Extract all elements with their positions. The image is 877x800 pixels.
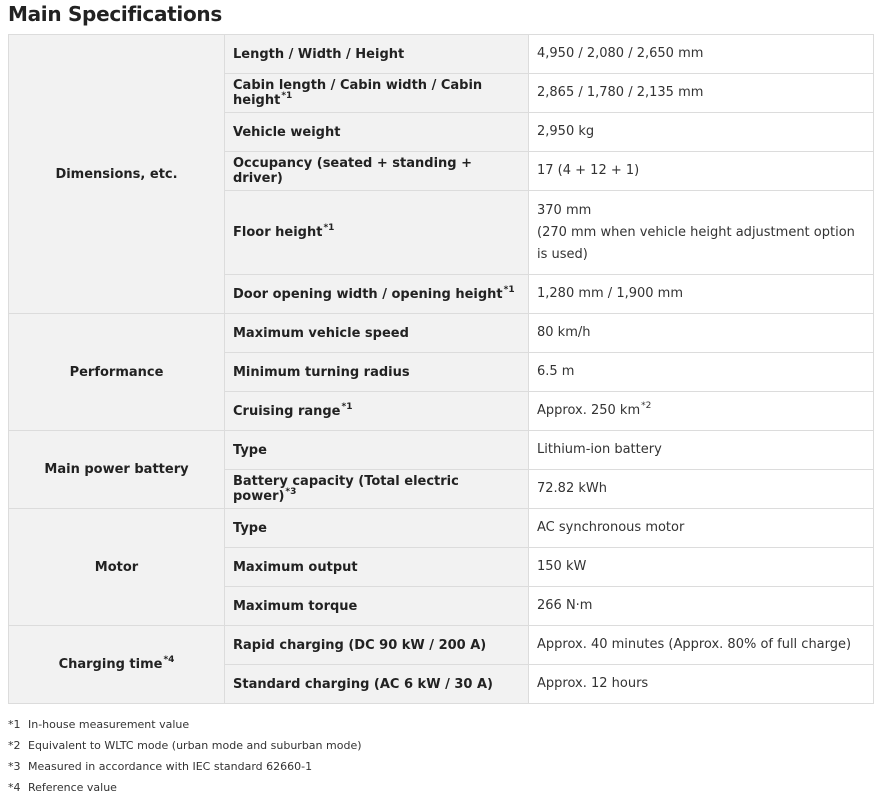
spec-label: Battery capacity (Total electric power)$^{*3}$ [225, 470, 529, 509]
footnote-ref: *1 [503, 284, 515, 295]
spec-value: 150 kW [529, 548, 874, 587]
spec-value: 2,950 kg [529, 113, 874, 152]
spec-label: Cabin length / Cabin width / Cabin height$^{*1}$ [225, 74, 529, 113]
spec-label: Maximum vehicle speed [225, 314, 529, 353]
page-title: Main Specifications [8, 2, 222, 26]
spec-label: Door opening width / opening height$^{*1}$ [225, 275, 529, 314]
spec-label: Maximum output [225, 548, 529, 587]
spec-value: Approx. 40 minutes (Approx. 80% of full charge) [529, 626, 874, 665]
spec-label: Vehicle weight [225, 113, 529, 152]
spec-value: AC synchronous motor [529, 509, 874, 548]
footnote-ref: *2 [641, 401, 652, 411]
footnote-ref: *1 [341, 401, 353, 412]
category-cell: Charging time$^{*4}$ [9, 626, 225, 704]
spec-label: Occupancy (seated + standing + driver) [225, 152, 529, 191]
spec-label: Floor height$^{*1}$ [225, 191, 529, 275]
spec-value: 4,950 / 2,080 / 2,650 mm [529, 35, 874, 74]
category-cell: Motor [9, 509, 225, 626]
spec-label: Standard charging (AC 6 kW / 30 A) [225, 665, 529, 704]
spec-value: 266 N·m [529, 587, 874, 626]
table-row [9, 314, 874, 353]
category-cell: Performance [9, 314, 225, 431]
spec-value: 370 mm (270 mm when vehicle height adjustment option is used) [529, 191, 874, 275]
spec-label: Rapid charging (DC 90 kW / 200 A) [225, 626, 529, 665]
category-cell: Dimensions, etc. [9, 35, 225, 314]
table-row [9, 35, 874, 74]
footnote-ref: *1 [281, 91, 293, 101]
table-row [9, 431, 874, 470]
spec-label: Type [225, 431, 529, 470]
footnote-ref: *1 [323, 223, 335, 233]
footnote-ref: *4 [163, 655, 175, 665]
footnote-item: *2 Equivalent to WLTC mode (urban mode and suburban mode) [8, 739, 362, 752]
footnote-item: *1 In-house measurement value [8, 718, 190, 731]
spec-label: Cruising range$^{*1}$ [225, 392, 529, 431]
table-row [9, 509, 874, 548]
spec-value: 2,865 / 1,780 / 2,135 mm [529, 74, 874, 113]
spec-value: Approx. 250 $km^{*2}$ [529, 392, 874, 431]
spec-label: Length / Width / Height [225, 35, 529, 74]
spec-value: 72.82 kWh [529, 470, 874, 509]
spec-value: 6.5 m [529, 353, 874, 392]
category-cell: Main power battery [9, 431, 225, 509]
footnote-ref: *3 [285, 487, 297, 497]
spec-value: Approx. 12 hours [529, 665, 874, 704]
spec-value: 17 (4 + 12 + 1) [529, 152, 874, 191]
spec-label: Minimum turning radius [225, 353, 529, 392]
spec-value: 1,280 mm / 1,900 mm [529, 275, 874, 314]
footnotes [8, 716, 362, 800]
spec-value: Lithium-ion battery [529, 431, 874, 470]
table-row [9, 626, 874, 665]
footnote-item: *3 Measured in accordance with IEC standard 62660-1 [8, 760, 313, 773]
spec-label: Maximum torque [225, 587, 529, 626]
spec-table [8, 34, 874, 704]
spec-label: Type [225, 509, 529, 548]
spec-value: 80 km/h [529, 314, 874, 353]
footnote-item: *4 Reference value [8, 781, 117, 794]
